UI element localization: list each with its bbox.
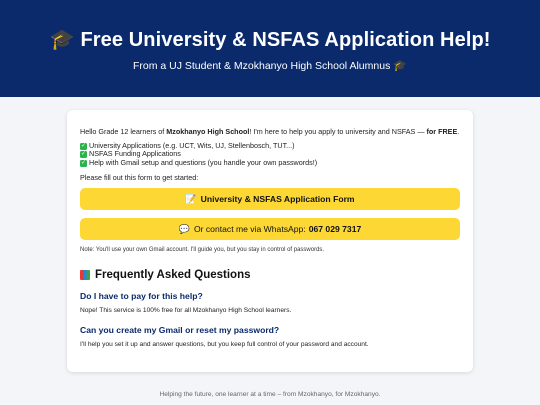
list-item: ✓ Help with Gmail setup and questions (you handle your own passwords!): [80, 157, 318, 167]
page-header: [0, 0, 540, 97]
free-highlight: for FREE: [426, 127, 458, 136]
main-card: [67, 110, 473, 372]
books-icon: [80, 270, 90, 280]
list-item: ✓ University Applications (e.g. UCT, Wits, UJ, Stellenbosch, TUT...): [80, 141, 295, 150]
memo-icon: 📝: [185, 193, 197, 204]
faq-answer-1: Nope! This service is 100% free for all Mzokhanyo High School learners.: [80, 307, 292, 315]
whatsapp-contact-button[interactable]: 💬 Or contact me via WhatsApp: 067 029 7317: [80, 218, 460, 240]
faq-question-2: Can you create my Gmail or reset my password?: [80, 325, 280, 336]
graduation-cap-icon: 🎓: [393, 60, 408, 72]
check-mark-icon: ✓: [80, 142, 87, 149]
page-title: 🎓 Free University & NSFAS Application Help!: [49, 29, 491, 51]
faq-question-1: Do I have to pay for this help?: [80, 291, 203, 302]
intro-text: Hello Grade 12 learners of Mzokhanyo High School! I'm here to help you apply to university and NSFAS — for FREE.: [80, 127, 460, 136]
gmail-note: Note: You'll use your own Gmail account. I'll guide you, but you stay in control of passwords.: [80, 247, 325, 254]
speech-bubble-icon: 💬: [178, 223, 190, 234]
faq-heading: Frequently Asked Questions: [80, 269, 460, 281]
services-list: [80, 142, 460, 167]
whatsapp-number: 067 029 7317: [308, 224, 362, 235]
check-mark-icon: ✓: [80, 151, 87, 158]
page-footer: Helping the future, one learner at a time – from Mzokhanyo, for Mzokhanyo.: [159, 391, 381, 398]
check-mark-icon: ✓: [80, 159, 87, 166]
school-name: Mzokhanyo High School: [166, 127, 250, 136]
page-subtitle: From a UJ Student & Mzokhanyo High School Alumnus 🎓: [132, 60, 408, 72]
graduation-cap-icon: 🎓: [49, 29, 75, 51]
form-prompt: Please fill out this form to get started:: [80, 173, 199, 183]
list-item: ✓ NSFAS Funding Applications: [80, 149, 181, 159]
faq-answer-2: I'll help you set it up and answer questions, but you keep full control of your password and account.: [80, 341, 369, 349]
application-form-button[interactable]: 📝 University & NSFAS Application Form: [80, 188, 460, 210]
